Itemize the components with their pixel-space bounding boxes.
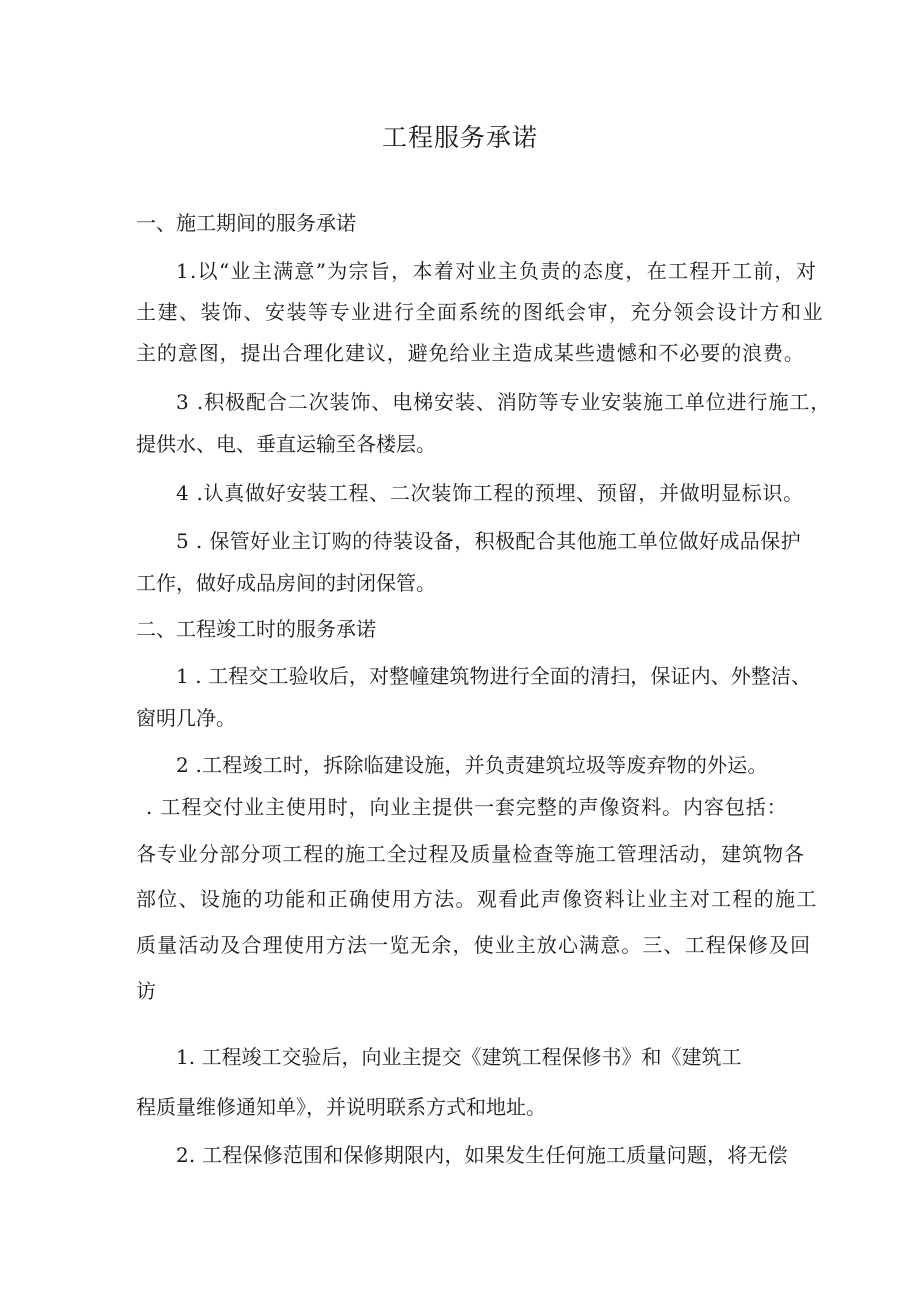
paragraph-line: 4 .认真做好安装工程、二次装饰工程的预埋、预留，并做明显标识。: [176, 481, 804, 505]
paragraph-line: 部位、设施的功能和正确使用方法。观看此声像资料让业主对工程的施工: [136, 887, 818, 911]
paragraph-line: 2. 工程保修范围和保修期限内，如果发生任何施工质量问题，将无偿: [176, 1143, 788, 1167]
paragraph-line: 1.以“业主满意”为宗旨，本着对业主负责的态度，在工程开工前，对: [176, 259, 818, 283]
paragraph-line: 1 . 工程交工验收后，对整幢建筑物进行全面的清扫，保证内、外整洁、: [176, 664, 812, 688]
paragraph-line: 各专业分部分项工程的施工全过程及质量检查等施工管理活动，建筑物各: [136, 842, 805, 866]
paragraph-line: 3 .积极配合二次装饰、电梯安装、消防等专业安装施工单位进行施工，: [176, 390, 832, 414]
document-title: 工程服务承诺: [381, 123, 538, 152]
paragraph-line: 5 . 保管好业主订购的待装设备，积极配合其他施工单位做好成品保护: [176, 529, 801, 553]
section-heading-1: 一、施工期间的服务承诺: [136, 211, 356, 235]
paragraph-line: 主的意图，提出合理化建议，避免给业主造成某些遗憾和不必要的浪费。: [136, 341, 805, 365]
section-heading-2: 二、工程竣工时的服务承诺: [136, 617, 376, 641]
paragraph-line: 提供水、电、垂直运输至各楼层。: [136, 432, 436, 456]
paragraph-line: 1. 工程竣工交验后，向业主提交《建筑工程保修书》和《建筑工: [176, 1045, 742, 1069]
paragraph-line: 程质量维修通知单》，并说明联系方式和地址。: [136, 1095, 546, 1119]
paragraph-line: 工作，做好成品房间的封闭保管。: [136, 571, 436, 595]
paragraph-line: 窗明几净。: [136, 706, 236, 730]
paragraph-line: 质量活动及合理使用方法一览无余，使业主放心满意。三、工程保修及回: [136, 933, 812, 957]
paragraph-line: 土建、装饰、安装等专业进行全面系统的图纸会审，充分领会设计方和业: [136, 300, 824, 324]
paragraph-line: 2 .工程竣工时，拆除临建设施，并负责建筑垃圾等废弃物的外运。: [176, 753, 768, 777]
paragraph-line: . 工程交付业主使用时，向业主提供一套完整的声像资料。内容包括：: [146, 795, 788, 819]
paragraph-line: 访: [136, 979, 156, 1003]
